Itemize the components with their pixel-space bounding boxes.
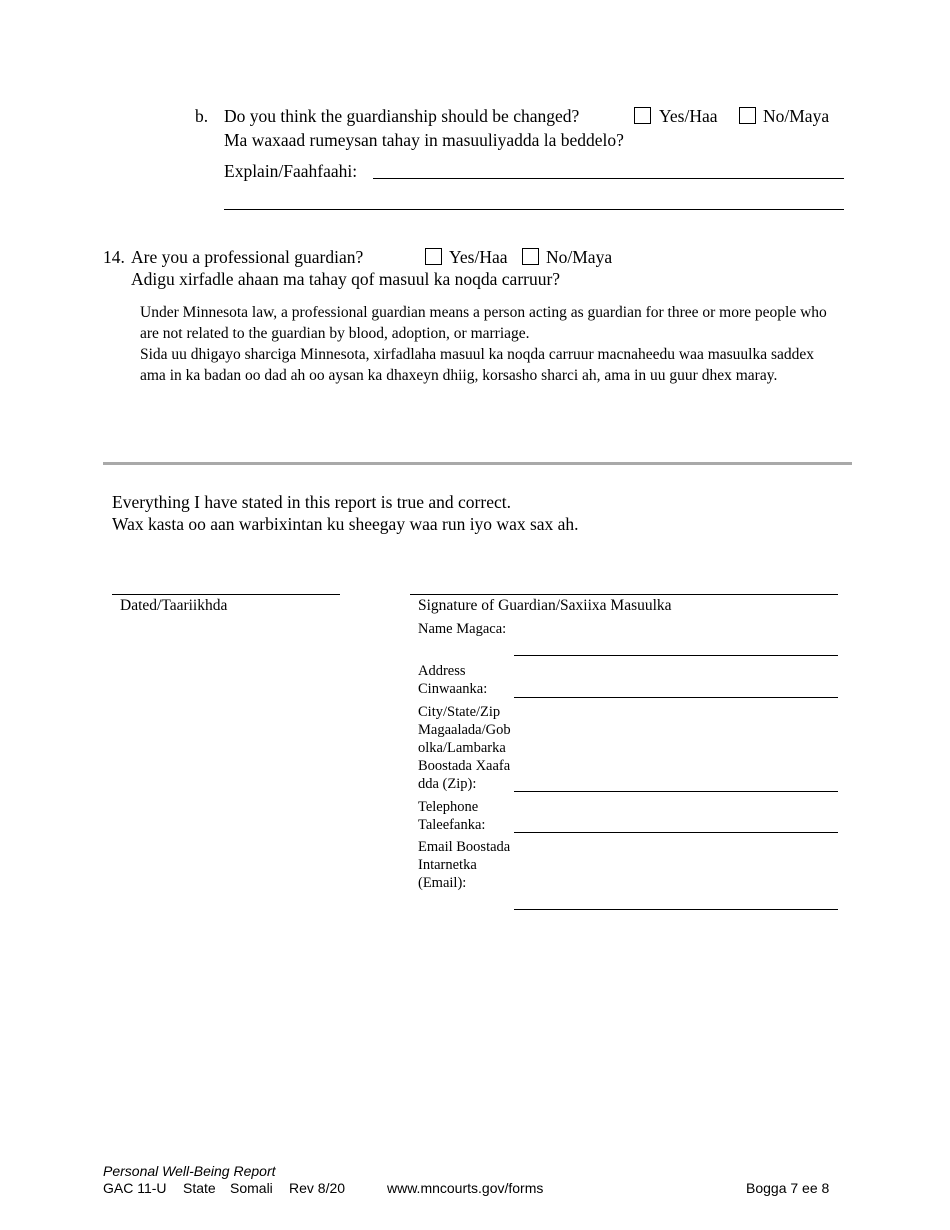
footer-scope: State bbox=[183, 1180, 216, 1196]
signature-label: Signature of Guardian/Saxiixa Masuulka bbox=[418, 597, 672, 614]
footer-page-number: Bogga 7 ee 8 bbox=[746, 1180, 830, 1196]
question-14-text-en: Are you a professional guardian? bbox=[131, 247, 364, 267]
email-field-label: Email Boostada Intarnetka (Email): bbox=[418, 839, 511, 891]
email-input-line[interactable] bbox=[514, 909, 838, 910]
explain-label: Explain/Faahfaahi: bbox=[224, 161, 358, 181]
question-14-text-so: Adigu xirfadle ahaan ma tahay qof masuul ka noqda carruur? bbox=[131, 269, 561, 289]
address-input-line[interactable] bbox=[514, 697, 838, 698]
footer-form-title: Personal Well-Being Report bbox=[103, 1163, 276, 1179]
footer-website-link[interactable]: www.mncourts.gov/forms bbox=[387, 1180, 544, 1196]
telephone-field-label: Telephone Taleefanka: bbox=[418, 799, 486, 833]
name-field-label: Name Magaca: bbox=[418, 621, 507, 637]
question-b-no-checkbox[interactable] bbox=[739, 107, 756, 124]
question-b-text-so: Ma waxaad rumeysan tahay in masuuliyadda la beddelo? bbox=[224, 130, 624, 150]
city-state-zip-field-label: City/State/Zip Magaalada/Gobolka/Lambarka Boostada Xaafadda (Zip): bbox=[418, 704, 511, 792]
section-divider bbox=[103, 462, 852, 465]
attestation-so: Wax kasta oo aan warbixintan ku sheegay waa run iyo wax sax ah. bbox=[112, 514, 579, 534]
question-b-no-label: No/Maya bbox=[763, 106, 830, 126]
question-14-number: 14. bbox=[103, 247, 125, 267]
question-14-no-label: No/Maya bbox=[546, 247, 613, 267]
professional-guardian-note-so: Sida uu dhigayo sharciga Minnesota, xirfadlaha masuul ka noqda carruur macnaheedu waa masuulka saddex ama in ka badan oo dad ah oo aysan ka dhaxeyn dhiig, korsasho sharci ah, ama in uu guur dhex maray. bbox=[140, 346, 815, 384]
attestation-en: Everything I have stated in this report is true and correct. bbox=[112, 492, 511, 512]
question-14-yes-label: Yes/Haa bbox=[449, 247, 508, 267]
address-field-label: Address Cinwaanka: bbox=[418, 663, 488, 697]
telephone-input-line[interactable] bbox=[514, 832, 838, 833]
question-b-text-en: Do you think the guardianship should be changed? bbox=[224, 106, 580, 126]
footer-revision: Rev 8/20 bbox=[289, 1180, 346, 1196]
question-14-no-checkbox[interactable] bbox=[522, 248, 539, 265]
explain-input-line-2[interactable] bbox=[224, 209, 844, 210]
question-b-marker: b. bbox=[195, 106, 209, 126]
question-b-yes-checkbox[interactable] bbox=[634, 107, 651, 124]
question-b-yes-label: Yes/Haa bbox=[659, 106, 718, 126]
dated-label: Dated/Taariikhda bbox=[120, 597, 228, 614]
question-14-yes-checkbox[interactable] bbox=[425, 248, 442, 265]
professional-guardian-note-en: Under Minnesota law, a professional guardian means a person acting as guardian for three or more people who are not related to the guardian by blood, adoption, or marriage. bbox=[140, 304, 827, 342]
footer-language: Somali bbox=[230, 1180, 273, 1196]
explain-input-line-1[interactable] bbox=[373, 178, 844, 179]
footer-form-code: GAC 11-U bbox=[103, 1180, 167, 1196]
name-input-line[interactable] bbox=[514, 655, 838, 656]
city-state-zip-input-line[interactable] bbox=[514, 791, 838, 792]
